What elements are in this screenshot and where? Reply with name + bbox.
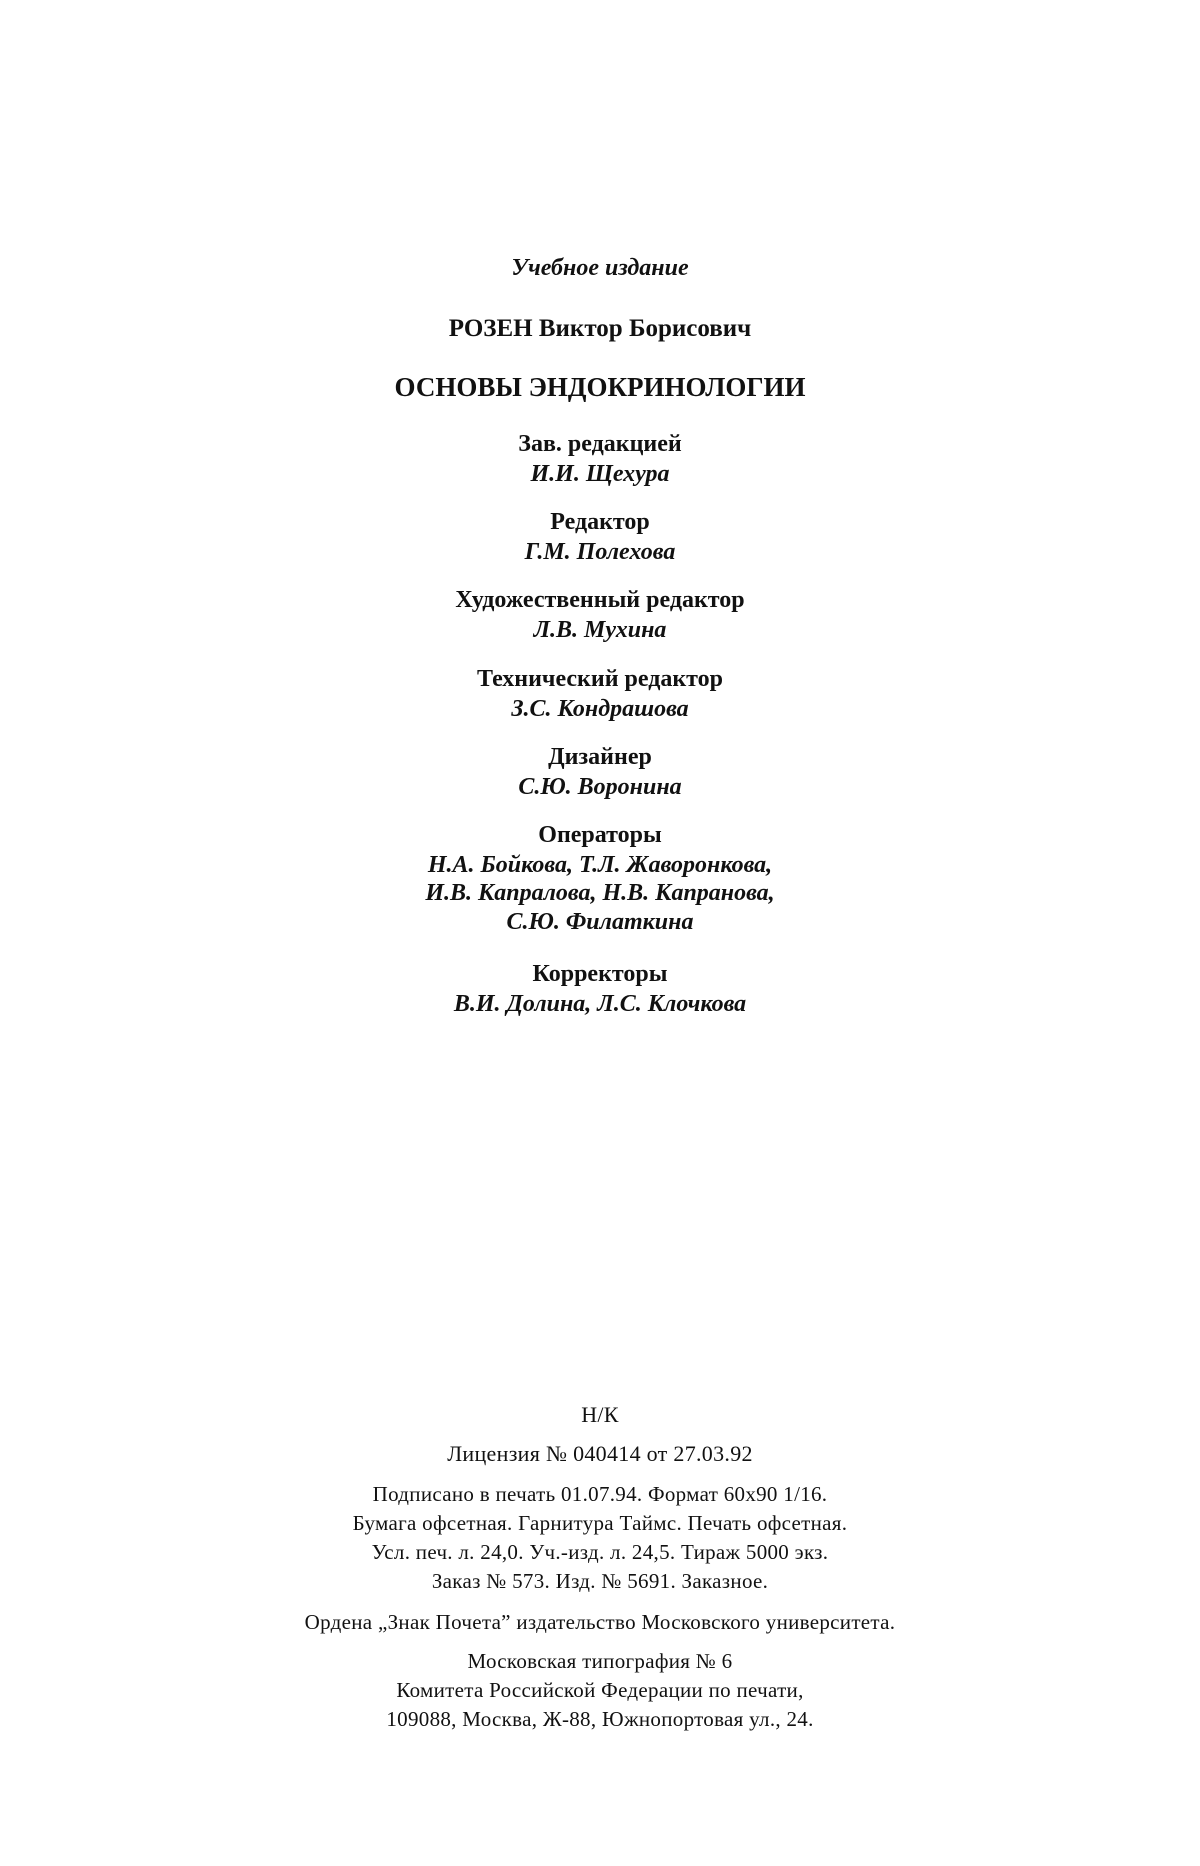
license-line: Лицензия № 040414 от 27.03.92 <box>447 1441 753 1466</box>
person-operators-line-3: С.Ю. Филаткина <box>506 909 694 935</box>
imprint-code: Н/К <box>581 1402 619 1427</box>
person-head-of-editorial: И.И. Щехура <box>530 461 670 487</box>
person-editor: Г.М. Полехова <box>524 539 676 565</box>
publisher-line: Ордена „Знак Почета” издательство Московского университета. <box>304 1610 896 1634</box>
role-proofreaders: Корректоры <box>532 961 668 987</box>
edition-type: Учебное издание <box>511 255 689 281</box>
printing-house-line-1: Московская типография № 6 <box>467 1649 733 1673</box>
person-designer: С.Ю. Воронина <box>518 774 682 800</box>
print-details-line-2: Бумага офсетная. Гарнитура Таймс. Печать офсетная. <box>352 1511 848 1535</box>
role-technical-editor: Технический редактор <box>476 666 723 692</box>
print-details-line-4: Заказ № 573. Изд. № 5691. Заказное. <box>431 1569 769 1593</box>
book-title: ОСНОВЫ ЭНДОКРИНОЛОГИИ <box>394 372 806 402</box>
person-operators-line-2: И.В. Капралова, Н.В. Капранова, <box>425 880 775 906</box>
person-art-editor: Л.В. Мухина <box>533 617 667 643</box>
printing-house-line-2: Комитета Российской Федерации по печати, <box>396 1678 804 1702</box>
author-name: РОЗЕН Виктор Борисович <box>448 315 752 342</box>
person-technical-editor: З.С. Кондрашова <box>511 696 689 722</box>
printing-house-line-3: 109088, Москва, Ж-88, Южнопортовая ул., 24. <box>386 1707 814 1731</box>
print-details-line-1: Подписано в печать 01.07.94. Формат 60x90 1/16. <box>372 1482 828 1506</box>
person-operators-line-1: Н.А. Бойкова, Т.Л. Жаворонкова, <box>427 852 773 878</box>
print-details-line-3: Усл. печ. л. 24,0. Уч.-изд. л. 24,5. Тираж 5000 экз. <box>371 1540 829 1564</box>
role-head-of-editorial: Зав. редакцией <box>518 431 682 457</box>
role-editor: Редактор <box>550 509 650 535</box>
role-art-editor: Художественный редактор <box>455 587 745 613</box>
person-proofreaders: В.И. Долина, Л.С. Клочкова <box>453 991 747 1017</box>
role-operators: Операторы <box>538 822 662 848</box>
role-designer: Дизайнер <box>548 744 652 770</box>
